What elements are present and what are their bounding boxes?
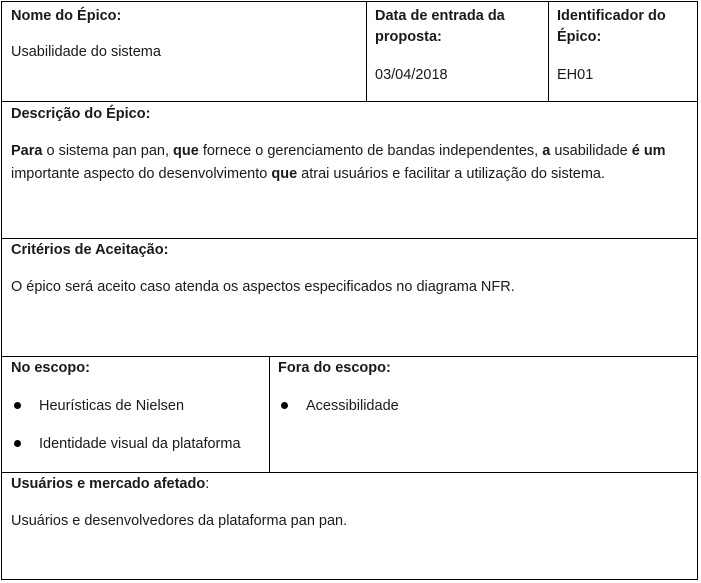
- in-scope-item-text: Identidade visual da plataforma: [39, 436, 241, 452]
- epic-id-label-line2: Épico:: [557, 29, 602, 45]
- date-label-line2: proposta:: [375, 29, 442, 45]
- users-label: [11, 473, 209, 495]
- description-segment: atrai usuários e facilitar a utilização do sistema.: [297, 166, 606, 182]
- date-cell: [366, 1, 549, 102]
- description-segment: usabilidade: [550, 143, 632, 159]
- epic-name-value: Usabilidade do sistema: [11, 44, 161, 60]
- out-of-scope-label: Fora do escopo:: [278, 360, 391, 376]
- description-label: Descrição do Épico:: [11, 106, 151, 122]
- epic-name-cell: [1, 1, 367, 102]
- description-segment: a: [542, 143, 551, 159]
- users-label-bold: Usuários e mercado afetado: [11, 476, 206, 492]
- description-segment: importante aspecto do desenvolvimento: [11, 166, 272, 182]
- description-segment: que: [173, 143, 199, 159]
- in-scope-item: [13, 396, 184, 416]
- epic-id-value: EH01: [557, 67, 594, 83]
- acceptance-cell: [1, 238, 698, 357]
- bullet-icon: [14, 402, 21, 409]
- bullet-icon: [281, 402, 288, 409]
- out-of-scope-item: [280, 396, 399, 416]
- epic-name-label: Nome do Épico:: [11, 8, 122, 24]
- in-scope-item: [13, 434, 241, 454]
- users-cell: [1, 472, 698, 580]
- description-cell: [1, 101, 698, 239]
- description-segment: Para: [11, 143, 43, 159]
- date-value: 03/04/2018: [375, 67, 448, 83]
- in-scope-item-text: Heurísticas de Nielsen: [39, 398, 185, 414]
- out-of-scope-cell: [269, 356, 698, 473]
- description-segment: o sistema pan pan,: [42, 143, 174, 159]
- in-scope-cell: [1, 356, 270, 473]
- out-of-scope-item-text: Acessibilidade: [306, 398, 399, 414]
- description-segment: fornece o gerenciamento de bandas independentes,: [198, 143, 543, 159]
- users-text: Usuários e desenvolvedores da plataforma pan pan.: [11, 513, 348, 529]
- bullet-icon: [14, 440, 21, 447]
- in-scope-label: No escopo:: [11, 360, 90, 376]
- acceptance-label: Critérios de Aceitação:: [11, 242, 169, 258]
- acceptance-text: O épico será aceito caso atenda os aspectos especificados no diagrama NFR.: [11, 279, 515, 295]
- epic-id-label-line1: Identificador do: [557, 8, 666, 24]
- users-label-suffix: :: [205, 476, 210, 492]
- description-segment: é um: [631, 143, 666, 159]
- epic-id-cell: [548, 1, 698, 102]
- description-text: [11, 140, 693, 186]
- date-label-line1: Data de entrada da: [375, 8, 505, 24]
- description-segment: que: [271, 166, 298, 182]
